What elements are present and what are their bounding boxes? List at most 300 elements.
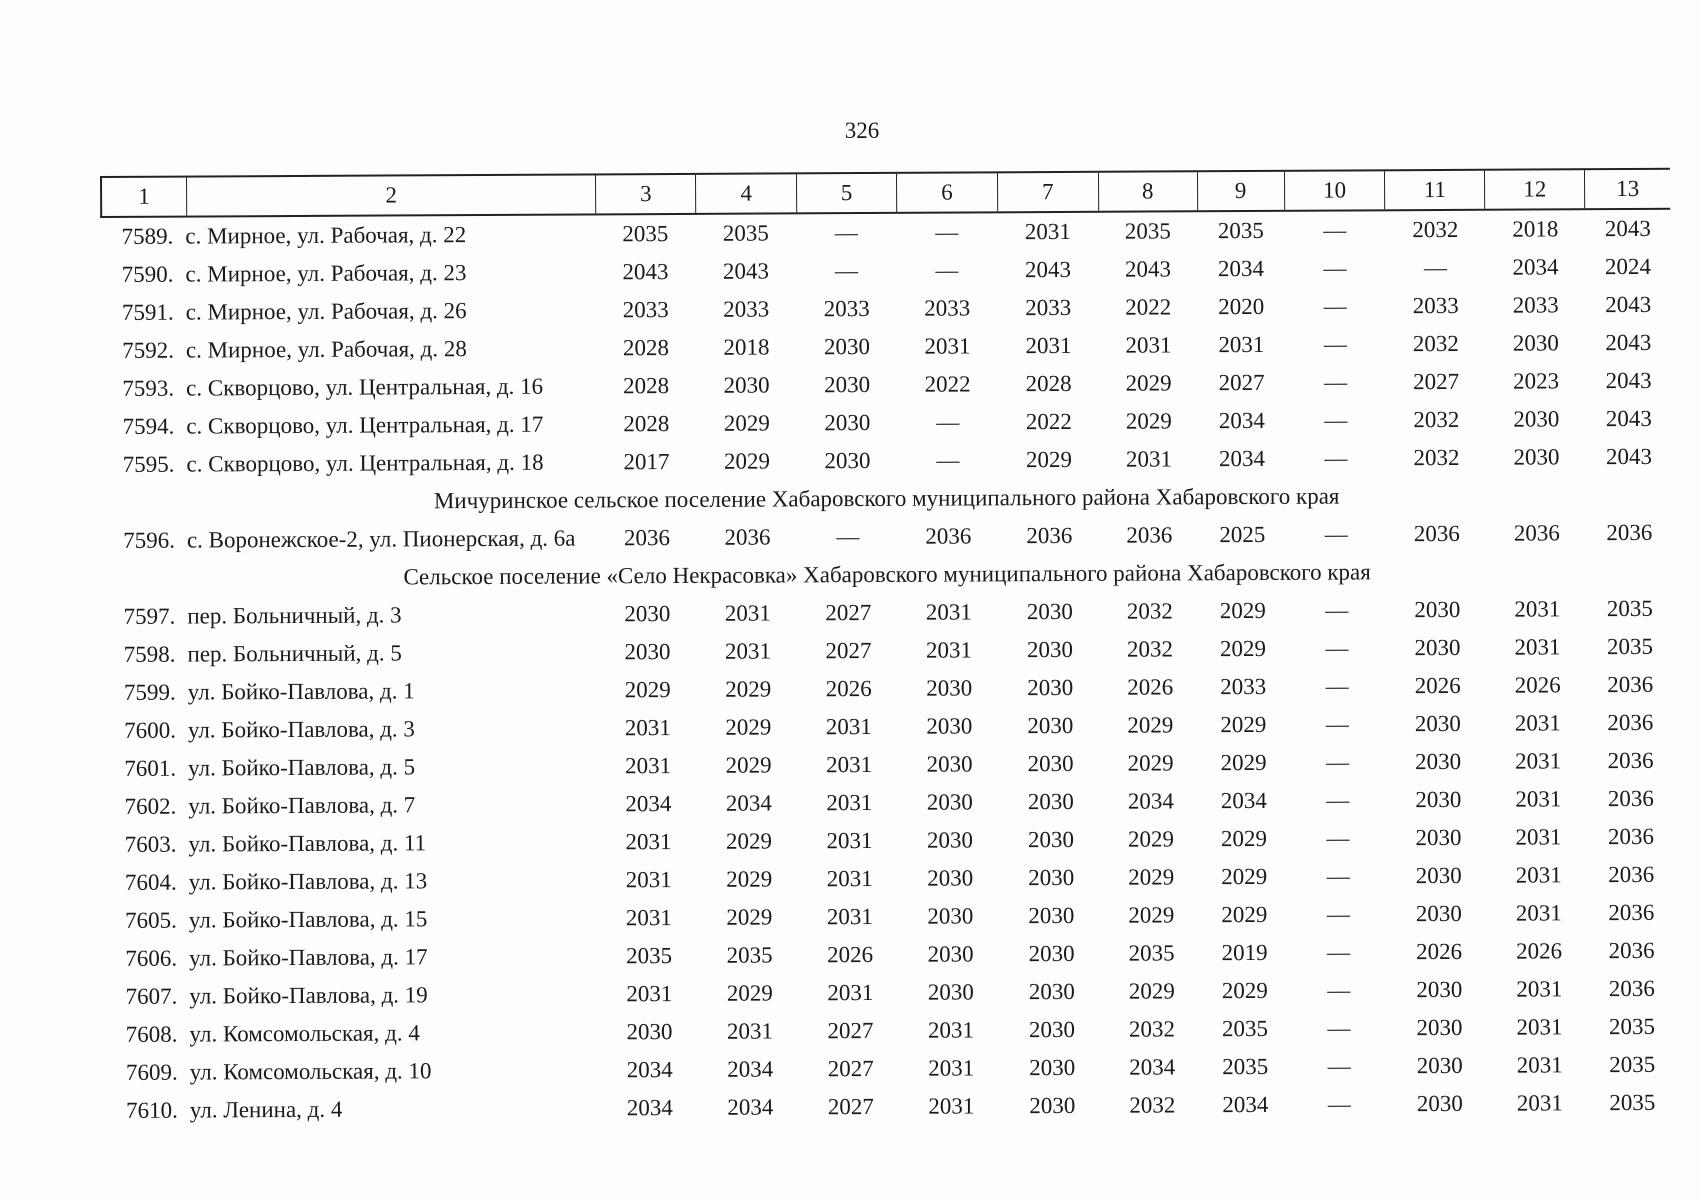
year-cell: 2025 <box>1219 521 1266 548</box>
header-cell: 11 <box>1385 171 1485 210</box>
year-cell: — <box>1325 635 1349 661</box>
header-cell: 2 <box>187 175 597 215</box>
year-cell: 2035 <box>1609 1051 1656 1078</box>
year-cell: 2030 <box>824 447 871 474</box>
year-cell: 2043 <box>1605 291 1652 318</box>
year-cell: 2032 <box>1126 636 1174 662</box>
year-cell: — <box>1324 369 1348 395</box>
year-cell: 2029 <box>1220 749 1267 776</box>
row-number: 7608. <box>125 1021 178 1047</box>
year-cell: 2031 <box>925 599 972 625</box>
year-cell: 2036 <box>1607 823 1655 850</box>
year-cell: 2036 <box>1608 937 1655 964</box>
page-number: 326 <box>844 118 880 143</box>
year-cell: 2043 <box>1024 256 1072 283</box>
year-cell: 2031 <box>1516 1014 1563 1040</box>
year-cell: 2030 <box>1027 788 1074 815</box>
year-cell: 2031 <box>724 638 772 664</box>
year-cell: 2029 <box>1025 446 1073 473</box>
year-cell: 2031 <box>625 753 672 779</box>
year-cell: — <box>1324 521 1348 547</box>
header-cell: 4 <box>696 174 797 213</box>
year-cell: 2033 <box>1512 292 1559 318</box>
year-cell: — <box>1327 1015 1351 1041</box>
year-cell: 2030 <box>723 372 770 398</box>
year-cell: — <box>1326 863 1350 889</box>
year-cell: 2029 <box>1128 978 1175 1004</box>
year-cell: 2031 <box>826 865 873 892</box>
year-cell: 2031 <box>1024 218 1071 245</box>
year-cell: 2031 <box>928 1093 975 1119</box>
year-cell: 2029 <box>726 866 773 892</box>
header-cell: 7 <box>998 173 1099 212</box>
year-cell: 2030 <box>1414 596 1461 623</box>
year-cell: 2027 <box>827 1017 874 1044</box>
year-cell: 2030 <box>824 371 871 398</box>
year-cell: — <box>1326 825 1350 851</box>
year-cell: 2030 <box>926 827 974 853</box>
year-cell: 2036 <box>1608 899 1655 926</box>
year-cell: 2033 <box>723 296 770 322</box>
year-cell: 2026 <box>1516 938 1563 964</box>
year-cell: 2036 <box>1413 520 1460 547</box>
year-cell: 2031 <box>1218 331 1265 358</box>
address-cell: ул. Бойко-Павлова, д. 3 <box>187 716 415 743</box>
year-cell: 2034 <box>727 1094 774 1120</box>
year-cell: 2031 <box>925 637 973 663</box>
year-cell: 2030 <box>1416 976 1463 1003</box>
year-cell: — <box>1327 939 1351 965</box>
year-cell: 2034 <box>1217 255 1265 282</box>
year-cell: 2030 <box>1027 750 1074 777</box>
year-cell: 2026 <box>825 675 872 702</box>
year-cell: 2032 <box>1128 1016 1176 1042</box>
address-cell: ул. Бойко-Павлова, д. 1 <box>187 678 415 705</box>
year-cell: — <box>1423 254 1448 281</box>
year-cell: 2030 <box>926 713 973 739</box>
year-cell: 2036 <box>1607 709 1654 736</box>
year-cell: 2030 <box>926 751 973 777</box>
year-cell: 2031 <box>924 333 971 359</box>
year-cell: 2035 <box>1128 940 1175 966</box>
year-cell: 2031 <box>625 829 672 855</box>
year-cell: 2030 <box>1028 978 1075 1005</box>
row-number: 7593. <box>122 375 175 401</box>
year-cell: 2030 <box>1415 824 1462 851</box>
address-cell: с. Воронежское-2, ул. Пионерская, д. 6а <box>186 525 576 553</box>
year-cell: 2029 <box>725 714 772 740</box>
year-cell: 2029 <box>1221 863 1268 890</box>
year-cell: 2031 <box>1125 446 1173 472</box>
year-cell: 2030 <box>1513 444 1560 470</box>
year-cell: — <box>1323 331 1347 357</box>
year-cell: 2043 <box>1605 443 1653 470</box>
year-cell: 2032 <box>1413 444 1460 471</box>
year-cell: 2018 <box>723 334 770 360</box>
year-cell: 2029 <box>1221 977 1268 1004</box>
year-cell: 2035 <box>1608 1013 1656 1040</box>
section-heading: Сельское поселение «Село Некрасовка» Хабаровского муниципального района Хабаровского края <box>403 559 1371 590</box>
header-cell: 8 <box>1099 172 1198 211</box>
year-cell: — <box>1323 255 1347 281</box>
year-cell: 2029 <box>1128 864 1175 890</box>
year-cell: 2043 <box>1605 329 1652 356</box>
year-cell: 2029 <box>1219 597 1266 624</box>
year-cell: 2029 <box>725 752 772 778</box>
year-cell: 2029 <box>1127 826 1175 852</box>
address-cell: ул. Бойко-Павлова, д. 19 <box>189 982 428 1009</box>
year-cell: 2029 <box>1125 370 1172 396</box>
year-cell: 2034 <box>625 791 672 817</box>
year-cell: 2027 <box>825 637 872 664</box>
year-cell: 2031 <box>1514 710 1561 736</box>
year-cell: 2030 <box>1513 406 1560 432</box>
address-cell: ул. Бойко-Павлова, д. 11 <box>188 830 427 857</box>
year-cell: 2026 <box>1514 672 1561 698</box>
year-cell: 2034 <box>1218 445 1266 472</box>
year-cell: 2031 <box>726 1018 774 1044</box>
year-cell: — <box>834 220 858 246</box>
year-cell: 2031 <box>624 715 671 741</box>
year-cell: 2030 <box>1029 1054 1076 1081</box>
table-body <box>100 210 1675 1130</box>
year-cell: — <box>1327 977 1351 1003</box>
year-cell: 2036 <box>1126 522 1173 548</box>
row-number: 7605. <box>125 907 177 933</box>
address-cell: пер. Больничный, д. 3 <box>187 602 402 629</box>
year-cell: — <box>1326 749 1350 775</box>
year-cell: 2030 <box>1416 1014 1463 1041</box>
year-cell: 2033 <box>1412 292 1459 319</box>
year-cell: 2035 <box>1217 217 1264 244</box>
year-cell: 2034 <box>1218 407 1265 434</box>
row-number: 7590. <box>121 261 174 287</box>
address-cell: с. Скворцово, ул. Центральная, д. 16 <box>186 373 544 401</box>
data-table <box>100 168 1675 1130</box>
address-cell: с. Мирное, ул. Рабочая, д. 26 <box>185 298 467 325</box>
header-cell: 9 <box>1198 172 1285 210</box>
table-row <box>105 1084 1675 1130</box>
year-cell: 2030 <box>927 903 974 929</box>
year-cell: 2031 <box>625 867 672 893</box>
year-cell: 2034 <box>1220 787 1267 814</box>
year-cell: — <box>1325 597 1349 623</box>
year-cell: 2030 <box>624 601 671 627</box>
year-cell: 2043 <box>722 258 770 284</box>
year-cell: 2035 <box>626 943 673 969</box>
year-cell: 2029 <box>1127 712 1174 738</box>
year-cell: 2036 <box>724 524 771 550</box>
year-cell: 2027 <box>1413 368 1460 395</box>
row-number: 7603. <box>124 831 177 857</box>
year-cell: 2031 <box>826 751 873 778</box>
year-cell: 2027 <box>1218 369 1265 396</box>
year-cell: 2031 <box>625 905 672 931</box>
year-cell: 2030 <box>1028 1016 1076 1043</box>
year-cell: 2031 <box>1514 634 1561 660</box>
year-cell: — <box>935 257 959 283</box>
year-cell: 2034 <box>725 790 772 816</box>
year-cell: 2034 <box>1129 1054 1176 1080</box>
row-number: 7609. <box>125 1059 178 1085</box>
year-cell: 2033 <box>1025 294 1072 321</box>
year-cell: 2029 <box>726 904 773 930</box>
year-cell: 2030 <box>1414 634 1461 661</box>
year-cell: 2036 <box>1608 975 1655 1002</box>
year-cell: 2032 <box>1129 1092 1176 1118</box>
year-cell: 2036 <box>1607 747 1654 774</box>
year-cell: 2030 <box>1415 748 1462 775</box>
year-cell: 2029 <box>1125 408 1172 434</box>
year-cell: 2033 <box>924 295 971 321</box>
year-cell: 2030 <box>1026 636 1074 663</box>
address-cell: ул. Ленина, д. 4 <box>189 1096 343 1123</box>
address-cell: ул. Бойко-Павлова, д. 5 <box>188 754 416 781</box>
address-cell: с. Мирное, ул. Рабочая, д. 23 <box>185 260 467 287</box>
year-cell: 2026 <box>1414 672 1461 699</box>
row-number: 7610. <box>126 1097 178 1123</box>
row-number: 7604. <box>124 869 177 895</box>
year-cell: 2030 <box>927 979 974 1005</box>
year-cell: 2022 <box>1125 294 1172 320</box>
header-cell: 13 <box>1616 175 1640 202</box>
year-cell: 2035 <box>726 942 773 968</box>
year-cell: 2035 <box>1124 218 1171 244</box>
year-cell: — <box>1324 445 1348 471</box>
year-cell: — <box>1325 673 1349 699</box>
year-cell: 2031 <box>724 600 771 626</box>
year-cell: 2031 <box>1125 332 1172 358</box>
address-cell: пер. Больничный, д. 5 <box>187 640 402 667</box>
row-number: 7595. <box>122 451 175 477</box>
row-number: 7597. <box>123 603 176 629</box>
year-cell: — <box>1324 407 1348 433</box>
row-number: 7594. <box>122 413 175 439</box>
year-cell: 2019 <box>1221 939 1268 966</box>
year-cell: 2027 <box>827 1055 874 1082</box>
year-cell: 2034 <box>1512 254 1559 280</box>
year-cell: 2032 <box>1412 216 1459 243</box>
year-cell: 2030 <box>1029 1092 1076 1119</box>
year-cell: 2030 <box>1416 1090 1463 1117</box>
year-cell: 2031 <box>1515 786 1562 812</box>
year-cell: 2043 <box>1605 405 1652 432</box>
year-cell: 2043 <box>1605 367 1652 394</box>
year-cell: — <box>834 258 859 284</box>
year-cell: 2035 <box>1606 633 1654 660</box>
year-cell: 2030 <box>1028 902 1075 929</box>
year-cell: 2036 <box>1607 671 1654 698</box>
year-cell: 2030 <box>1027 826 1075 853</box>
year-cell: 2030 <box>926 675 973 701</box>
year-cell: 2030 <box>927 865 974 891</box>
year-cell: 2031 <box>1516 1052 1563 1078</box>
year-cell: 2034 <box>626 1095 673 1121</box>
header-cell: 12 <box>1485 170 1585 209</box>
year-cell: 2028 <box>623 411 670 437</box>
year-cell: — <box>936 409 960 435</box>
address-cell: с. Мирное, ул. Рабочая, д. 22 <box>185 222 467 249</box>
header-cell: 3 <box>596 175 696 214</box>
year-cell: 2031 <box>928 1055 975 1081</box>
year-cell: 2030 <box>1414 710 1461 737</box>
year-cell: 2036 <box>1606 519 1653 546</box>
year-cell: 2036 <box>1026 522 1073 549</box>
year-cell: 2026 <box>1416 938 1463 965</box>
row-number: 7591. <box>121 299 174 325</box>
address-cell: ул. Бойко-Павлова, д. 17 <box>189 944 428 971</box>
year-cell: 2023 <box>1513 368 1560 394</box>
year-cell: 2035 <box>1606 595 1653 622</box>
year-cell: 2034 <box>626 1057 673 1083</box>
row-number: 7592. <box>122 337 174 363</box>
year-cell: 2031 <box>1515 862 1562 888</box>
year-cell: 2029 <box>723 410 770 436</box>
year-cell: 2034 <box>727 1056 774 1082</box>
year-cell: 2036 <box>623 525 670 551</box>
year-cell: 2035 <box>722 220 769 246</box>
year-cell: 2043 <box>622 259 669 285</box>
year-cell: 2030 <box>926 789 973 815</box>
year-cell: 2036 <box>1607 785 1654 812</box>
year-cell: 2035 <box>1609 1089 1656 1116</box>
year-cell: 2030 <box>624 639 671 665</box>
row-number: 7602. <box>124 793 177 819</box>
year-cell: 2030 <box>1415 786 1462 813</box>
year-cell: 2031 <box>1515 748 1562 774</box>
year-cell: 2017 <box>623 449 670 475</box>
year-cell: 2029 <box>1219 635 1267 662</box>
row-number: 7599. <box>123 679 176 705</box>
year-cell: 2031 <box>1515 824 1562 850</box>
year-cell: 2030 <box>1026 598 1073 625</box>
header-cell: 6 <box>897 173 998 212</box>
year-cell: 2031 <box>1514 596 1561 622</box>
address-cell: с. Мирное, ул. Рабочая, д. 28 <box>185 336 467 363</box>
row-number: 7607. <box>125 983 178 1009</box>
year-cell: 2031 <box>827 979 874 1006</box>
year-cell: 2031 <box>1516 976 1563 1002</box>
year-cell: 2022 <box>1025 408 1072 435</box>
address-cell: ул. Комсомольская, д. 10 <box>189 1058 432 1085</box>
year-cell: 2035 <box>622 221 669 247</box>
year-cell: 2030 <box>1512 330 1559 356</box>
address-cell: ул. Комсомольская, д. 4 <box>189 1020 420 1047</box>
year-cell: 2029 <box>1221 901 1268 928</box>
row-number: 7596. <box>123 527 175 553</box>
year-cell: — <box>836 524 860 550</box>
year-cell: — <box>1325 711 1349 737</box>
address-cell: ул. Бойко-Павлова, д. 13 <box>188 868 428 895</box>
year-cell: 2030 <box>1028 864 1075 891</box>
year-cell: 2031 <box>1516 1090 1563 1116</box>
year-cell: 2026 <box>1127 674 1174 700</box>
year-cell: 2031 <box>825 713 872 740</box>
year-cell: — <box>1327 1091 1351 1117</box>
header-cell: 10 <box>1284 171 1385 210</box>
address-cell: с. Скворцово, ул. Центральная, д. 18 <box>186 449 544 477</box>
year-cell: 2031 <box>1515 900 1562 926</box>
year-cell: 2030 <box>1027 674 1074 701</box>
year-cell: 2034 <box>1127 788 1174 814</box>
year-cell: 2036 <box>925 523 972 549</box>
year-cell: 2026 <box>827 941 874 968</box>
year-cell: 2027 <box>825 599 872 626</box>
year-cell: 2029 <box>723 448 771 474</box>
year-cell: — <box>1326 787 1350 813</box>
year-cell: 2031 <box>826 789 873 816</box>
year-cell: 2030 <box>823 333 870 360</box>
year-cell: 2029 <box>1220 825 1268 852</box>
year-cell: — <box>1323 293 1347 319</box>
year-cell: — <box>1326 901 1350 927</box>
year-cell: — <box>1327 1053 1351 1079</box>
year-cell: 2022 <box>924 371 971 397</box>
year-cell: — <box>936 447 960 473</box>
address-cell: с. Скворцово, ул. Центральная, д. 17 <box>186 411 544 439</box>
year-cell: 2036 <box>1513 520 1560 546</box>
year-cell: 2028 <box>622 335 669 361</box>
year-cell: 2018 <box>1512 216 1559 242</box>
year-cell: 2029 <box>624 677 671 703</box>
year-cell: 2043 <box>1604 215 1651 242</box>
year-cell: 2020 <box>1218 293 1265 320</box>
year-cell: 2031 <box>1025 332 1072 359</box>
year-cell: 2029 <box>726 980 773 1006</box>
year-cell: 2036 <box>1608 861 1655 888</box>
year-cell: 2029 <box>725 828 773 854</box>
year-cell: 2030 <box>1415 900 1462 927</box>
row-number: 7606. <box>125 945 178 971</box>
year-cell: 2035 <box>1221 1015 1269 1042</box>
year-cell: 2027 <box>827 1093 874 1120</box>
section-heading: Мичуринское сельское поселение Хабаровского муниципального района Хабаровского края <box>433 483 1340 514</box>
address-cell: ул. Бойко-Павлова, д. 15 <box>188 906 428 933</box>
year-cell: 2028 <box>1025 370 1072 397</box>
year-cell: 2034 <box>1222 1091 1269 1118</box>
year-cell: 2028 <box>623 373 670 399</box>
row-number: 7589. <box>121 223 174 249</box>
year-cell: 2032 <box>1126 598 1173 624</box>
year-cell: 2032 <box>1413 406 1460 433</box>
row-number: 7600. <box>124 717 176 743</box>
year-cell: 2031 <box>826 827 873 854</box>
year-cell: 2030 <box>927 941 974 967</box>
year-cell: 2030 <box>1027 712 1074 739</box>
year-cell: 2024 <box>1604 253 1652 280</box>
year-cell: 2030 <box>824 409 871 436</box>
year-cell: 2032 <box>1412 330 1459 357</box>
year-cell: 2029 <box>1128 902 1175 928</box>
header-cell: 1 <box>102 178 187 216</box>
year-cell: 2033 <box>1220 673 1267 700</box>
year-cell: 2030 <box>1415 862 1462 889</box>
row-number: 7598. <box>123 641 176 667</box>
year-cell: 2035 <box>1222 1053 1269 1080</box>
year-cell: 2030 <box>1028 940 1075 967</box>
year-cell: 2043 <box>1124 256 1172 282</box>
year-cell: 2033 <box>823 295 870 322</box>
address-cell: ул. Бойко-Павлова, д. 7 <box>188 792 416 819</box>
year-cell: 2031 <box>927 1017 975 1043</box>
year-cell: 2033 <box>622 297 669 323</box>
header-cell: 5 <box>797 174 897 213</box>
year-cell: 2030 <box>626 1019 673 1045</box>
year-cell: 2029 <box>1127 750 1174 776</box>
year-cell: — <box>1323 217 1347 243</box>
year-cell: 2031 <box>626 981 673 1007</box>
year-cell: 2030 <box>1416 1052 1463 1079</box>
